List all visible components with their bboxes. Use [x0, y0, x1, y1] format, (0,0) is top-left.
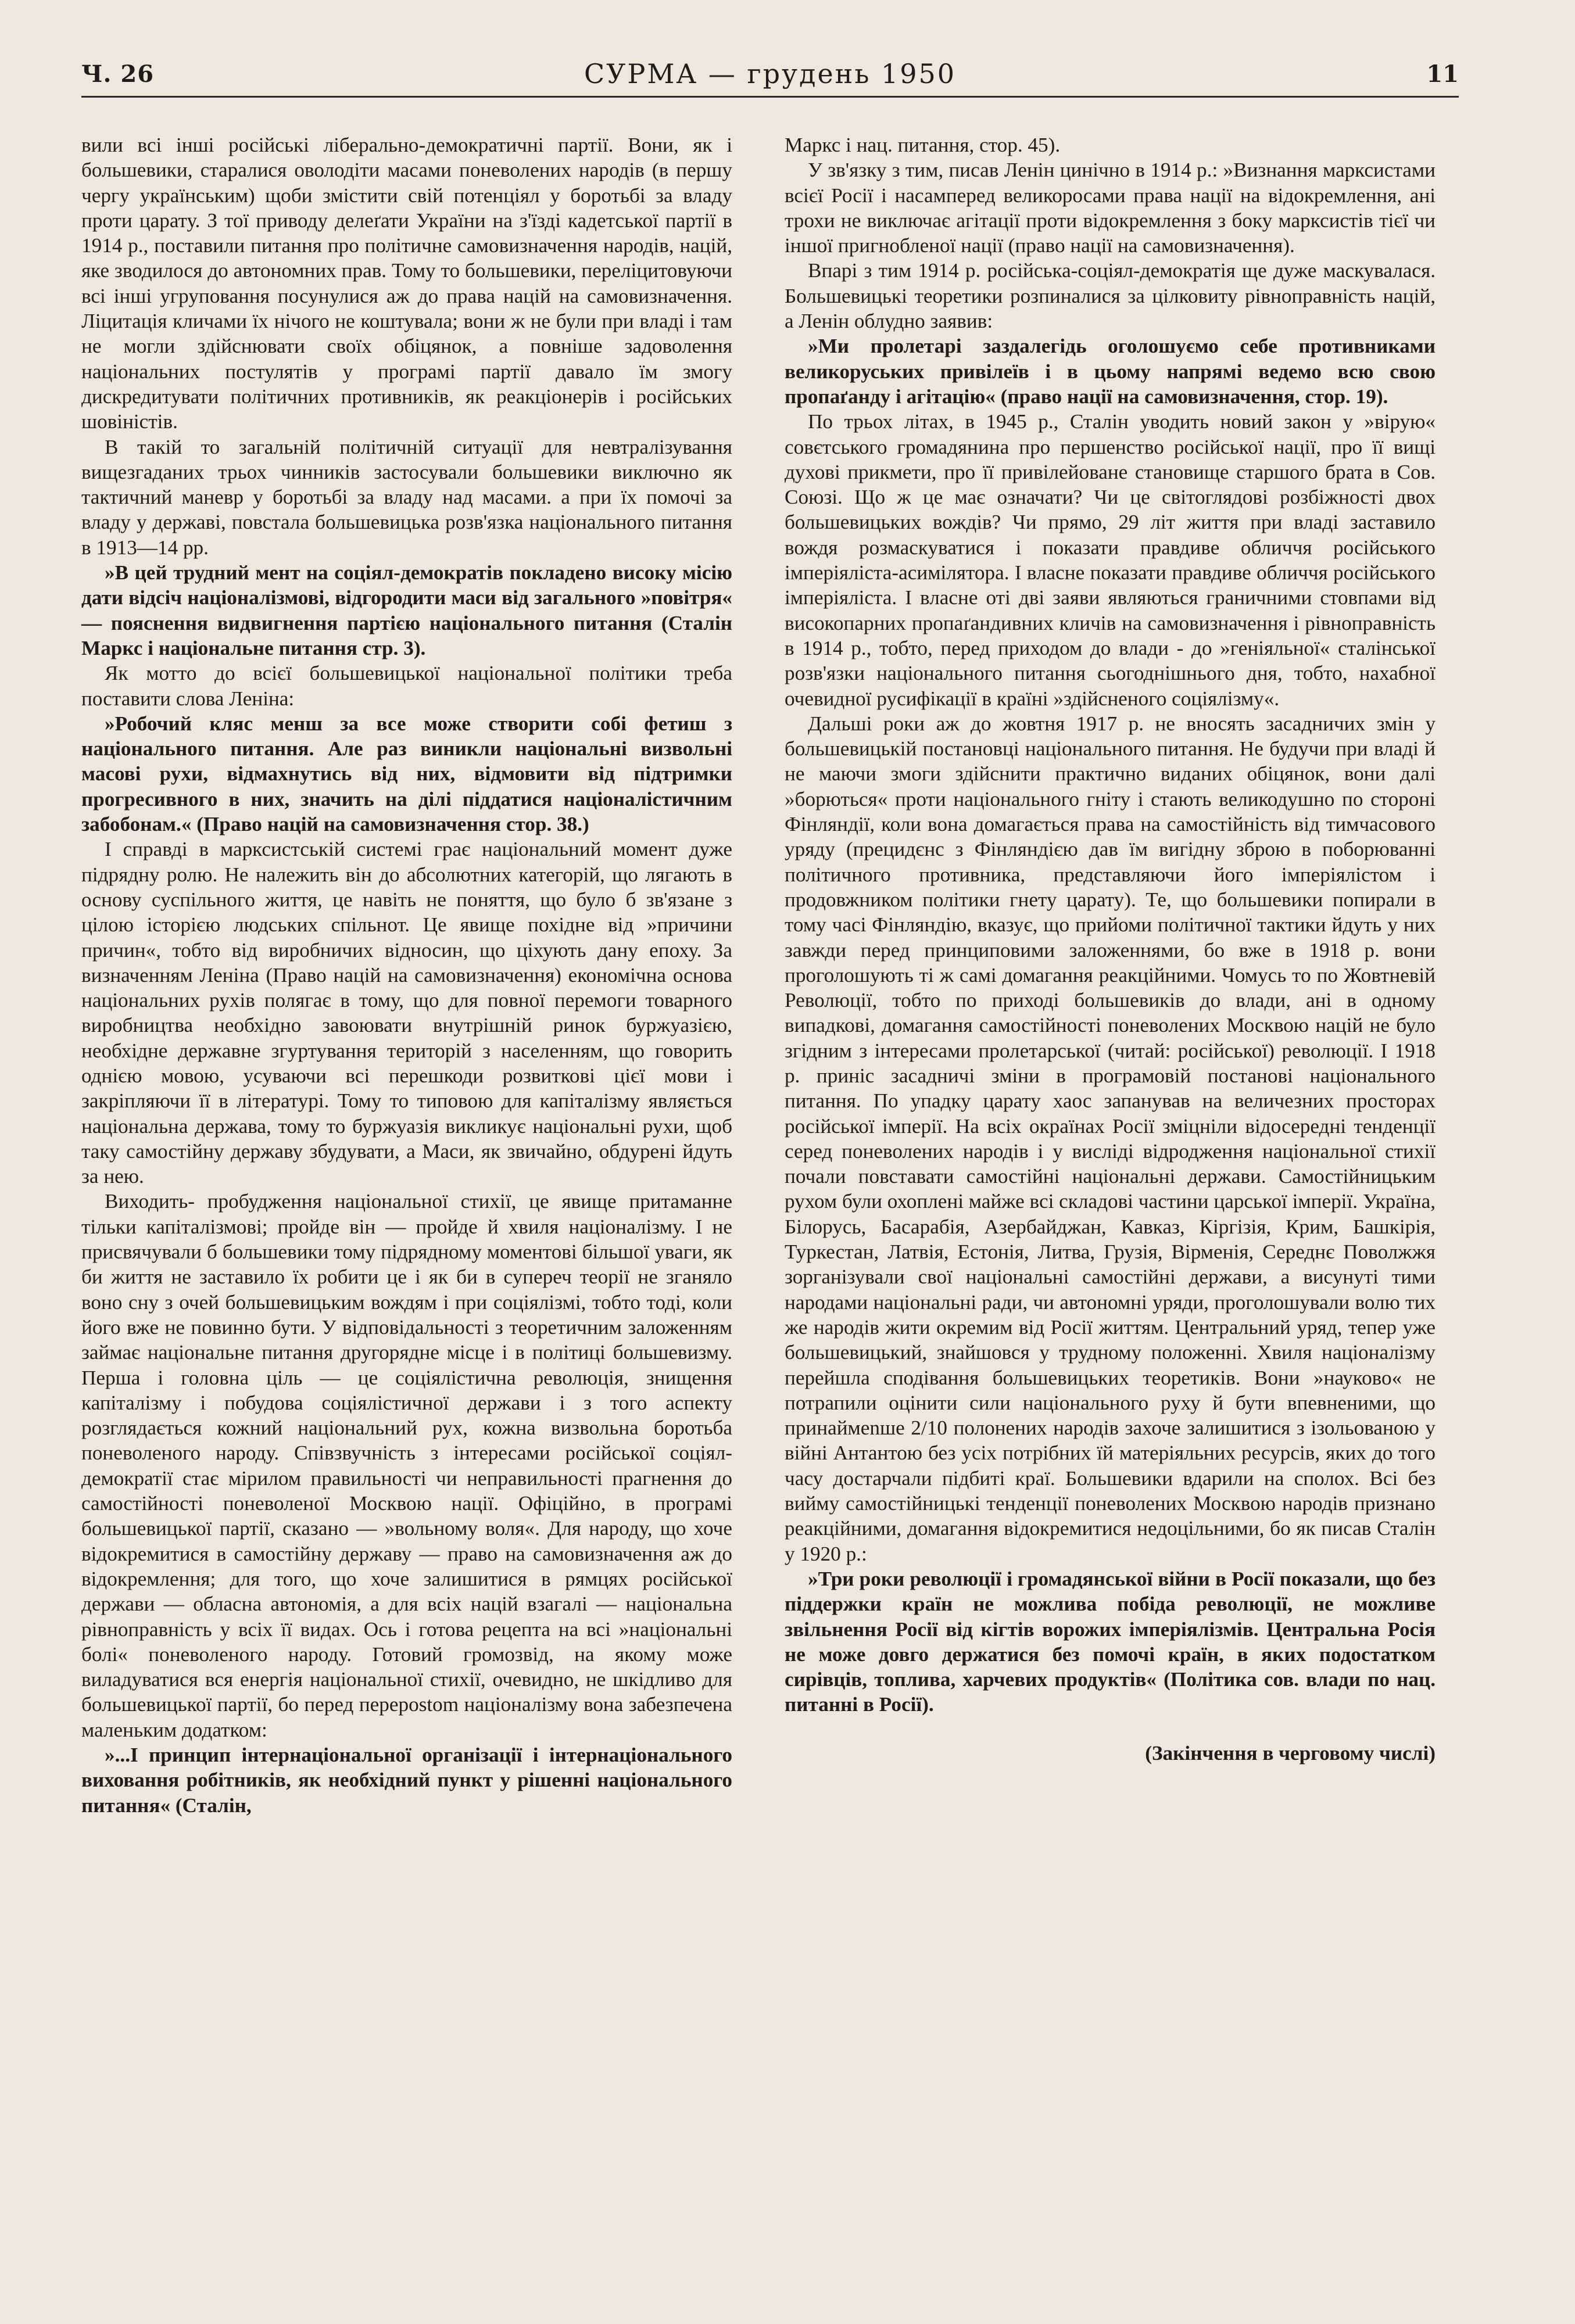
paragraph: І справді в марксистській системі грає національний момент дуже підрядну ролю. Не належить він до абсолютних категорій, що лягають в основу суспільного життя, це навіть не поняття, що було б зв'язане з цілою історією людських спільнот. Це явище похідне від »причини причин«, тобто від виробничих відносин, що ціхують дану епоху. За визначенням Леніна (Право націй на самовизначення) економічна основа національних рухів полягає в тому, що для повної перемоги товарного виробництва необхідно завоювати внутрішній ринок буржуазією, необхідне державне згуртування територій з населенням, що говорить однією мовою, усуваючи всі перешкоди розвиткові цієї мови і закріпляючи її в літературі. Тому то типовою для капіталізму являється національна держава, тому то буржуазія викликує національні рухи, щоб таку самостійну державу збудувати, а Маси, як звичайно, обдурені йдуть за нею.	[81, 838, 732, 1188]
paragraph: У зв'язку з тим, писав Ленін цинічно в 1914 р.: »Визнання марксистами всієї Росії і насамперед великоросами права нації на відокремлення, ані трохи не виключає агітації проти відокремлення з боку марксистів тієї чи іншої пригнобленої нації (право нації на самовизначення).	[785, 159, 1436, 257]
paragraph: По трьох літах, в 1945 р., Сталін уводить новий закон у »вірую« совєтського громадянина про першенство російської нації, про її вищі духові прикмети, про її привілейоване становище старшого брата в Сов. Союзі. Що ж це має означати? Чи це світоглядові розбіжності двох большевицьких вождів? Чи прямо, 29 літ життя при владі заставило вождя розмаскуватися і показати правдиве обличчя російського імперіяліста-асимілятора. І власне показати правдиве обличчя російського імперіяліста. І власне оті дві заяви являються граничними стовпами від високопарних пропаґандивних кличів на самовизначення і рівноправність в 1914 р., тобто, перед приходом до влади - до »геніяльної« сталінської розв'язки національного питання сьогоднішнього дня, тобто, нахабної очевидної русифікації в країні »здійсненого соціялізму«.	[785, 410, 1436, 710]
quote-paragraph: »Ми пролетарі заздалегідь оголошуємо себе противниками великоруських привілеїв і в цьому напрямі ведемо всю свою пропаґанду і агітацію« (право нації на самовизначення, стор. 19).	[785, 335, 1436, 408]
quote-paragraph: »Три роки революції і громадянської війни в Росії показали, що без піддержки країн не можлива побіда революції, не можливе звільнення Росії від кігтів ворожих імперіялізмів. Центральна Росія не може довго держатися без помочі країн, в яких подостатком сирівців, топлива, харчевих продуктів« (Політика сов. влади по нац. питанні в Росії).	[785, 1567, 1436, 1716]
page-number: 11	[1426, 60, 1459, 88]
paragraph: Впарі з тим 1914 р. російська-соціял-демократія ще дуже маскувалася. Большевицькі теоретики розпиналися за цілковиту рівноправність націй, а Ленін облудно заявив:	[785, 259, 1436, 333]
quote-paragraph: »Робочий кляс менш за все може створити собі фетиш з національного питання. Але раз виникли національні визвольні масові рухи, відмахнутись від них, відмовити від підтримки прогресивного в них, значить на ділі піддатися націоналістичним забобонам.« (Право націй на самовизначення стор. 38.)	[81, 712, 732, 836]
issue-number: Ч. 26	[81, 60, 155, 88]
page-header	[81, 58, 1459, 93]
publication-title: СУРМА — грудень 1950	[584, 58, 957, 89]
left-column	[81, 132, 732, 1818]
continuation-note: (Закінчення в черговому числі)	[1145, 1741, 1436, 1764]
paragraph: Як мотто до всієї большевицької національної політики треба поставити слова Леніна:	[81, 662, 732, 710]
paragraph: Маркс і нац. питання, стор. 45).	[785, 134, 1061, 156]
paragraph: вили всі інші російські ліберально-демократичні партії. Вони, як і большевики, старалися оволодіти масами поневолених народів (в першу чергу українським) щоби змістити свій потенціял у боротьбі за владу проти царату. З тої приводу делеґати України на з'їзді кадетської партії в 1914 р., поставили питання про політичне самовизначення народів, націй, яке зводилося до автономних прав. Тому то большевики, переліцитовуючи всі інші угруповання посунулися аж до права націй на самовизначення. Ліцитація кличами їх нічого не коштувала; вони ж не були при владі і там не могли здійснювати своїх обіцянок, а повніше задоволення національних постулятів у програмі партії давало їм змогу дискредитувати політичних противників, як реакціонерів і російських шовіністів.	[81, 134, 732, 433]
quote-paragraph: »...І принцип інтернаціональної організації і інтернаціонального виховання робітників, як необхідний пункт у рішенні національного питання« (Сталін,	[81, 1744, 732, 1817]
paragraph: В такій то загальній політичній ситуації для невтралізування вищезгаданих трьох чинників застосували большевики виключно як тактичний маневр у боротьбі за владу над масами. а при їх помочі за владу у державі, повстала большевицька розв'язка національного питання в 1913—14 рр.	[81, 435, 732, 559]
header-rule	[81, 96, 1459, 98]
paragraph: Виходить- пробудження національної стихії, це явище притаманне тільки капіталізмові; пройде він — пройде й хвиля націоналізму. І не присвячували б большевики тому підрядному моментові більшої уваги, як би життя не заставило їх робити це і як би в супереч теорії не зганяло воно сну з очей большевицьким вождям і при соціялізмі, тобто тоді, коли його вже не повинно бути. У відповідальності з теоретичним заложенням займає національне питання другорядне місце і в політиці большевизму. Перша і головна ціль — це соціялістична революція, знищення капіталізму і побудова соціялістичної держави і з того аспекту розглядається кожний національний рух, кожна визвольна боротьба поневоленого народу. Співзвучність з інтересами російської соціял-демократії стає мірилом правильності чи неправильності прагнення до самостійності поневоленої Москвою нації. Офіційно, в програмі большевицької партії, сказано — »вольному воля«. Для народу, що хоче відокремитися в самостійну державу — право на самовизначення аж до відокремлення; для того, що хоче залишитися в рямцях російської держави — обласна автономія, а для всіх націй взагалі — національна рівноправність у всіх її видах. Ось і готова рецепта на всі »національні болі« поневоленого народу. Готовий громозвід, на якому може виладуватися вся енергія національної стихії, очевидно, не шкідливо для большевицької партії, бо перед перерostom націоналізму вона забезпечена маленьким додатком:	[81, 1190, 732, 1741]
quote-paragraph: »В цей трудний мент на соціял-демократів покладено високу місію дати відсіч націоналізмові, відгородити маси від загального »повітря« — пояснення видвигнення партією національного питання (Сталін Маркс і національне питання стр. 3).	[81, 561, 732, 659]
paragraph: Дальші роки аж до жовтня 1917 р. не вносять засадничих змін у большевицькій постановці національного питання. Не будучи при владі й не маючи змоги здійснити практично виданих обіцянок, вони далі »борються« проти національного гніту і стають великодушно по стороні Фінляндії, коли вона домагається права на самостійність від тимчасового уряду (прецидєнс з Фінляндією дав їм вигідну зброю в поборюванні політичного противника, представляючи його імперіялістом і продовжником політики гнету царату). Те, що большевики попирали в тому часі Фінляндію, вказує, що прийоми політичної тактики йдуть у них завжди перед принциповими заложеннями, бо вже в 1918 р. вони проголошують ті ж самі домагання реакційними. Чомусь то по Жовтневій Революції, тобто по приході большевиків до влади, ані в одному випадкові, домагання самостійності поневолених Москвою націй не було згідним з інтересами пролетарської (читай: російської) революції. І 1918 р. приніс засадничі зміни в програмовій постанові національного питання. По упадку царату хаос запанував на величезних просторах російської імперії. На всіх окраїнах Росії зміцніли відосередні тенденції серед поневолених народів і у висліді відродження національної стихії почали повставати самостійні національні держави. Самостійницьким рухом були охоплені майже всі складові частини царської імперії. Україна, Білорусь, Басарабія, Азербайджан, Кавказ, Кіргізія, Крим, Башкірія, Туркестан, Латвія, Естонія, Литва, Грузія, Вірменія, Середнє Поволжжя зорганізували свої національні самостійні держави, а висунуті тими народами національні ради, чи автономні уряди, проголошували волю тих же народів жити окремим від Росії життям. Центральний уряд, тепер уже большевицький, знайшовся у трудному положенні. Хвиля націоналізму перейшла сподівання большевицьких теоретиків. Вони »науково« не потрапили оцінити сили національного руху й бути впевненими, що принаймenше 2/10 полонених народів захоче залишитися з ізольованою у війні Антантою без усіх потрібних їй матеріяльних ресурсів, яких до того часу достарчали підбиті краї. Большевики вдарили на сполох. Всі без вийму самостійницькі тенденції поневолених Москвою народів признано реакційними, домагання відокремитися недоцільними, бо як писав Сталін у 1920 р.:	[785, 712, 1436, 1565]
right-column	[785, 132, 1436, 1766]
